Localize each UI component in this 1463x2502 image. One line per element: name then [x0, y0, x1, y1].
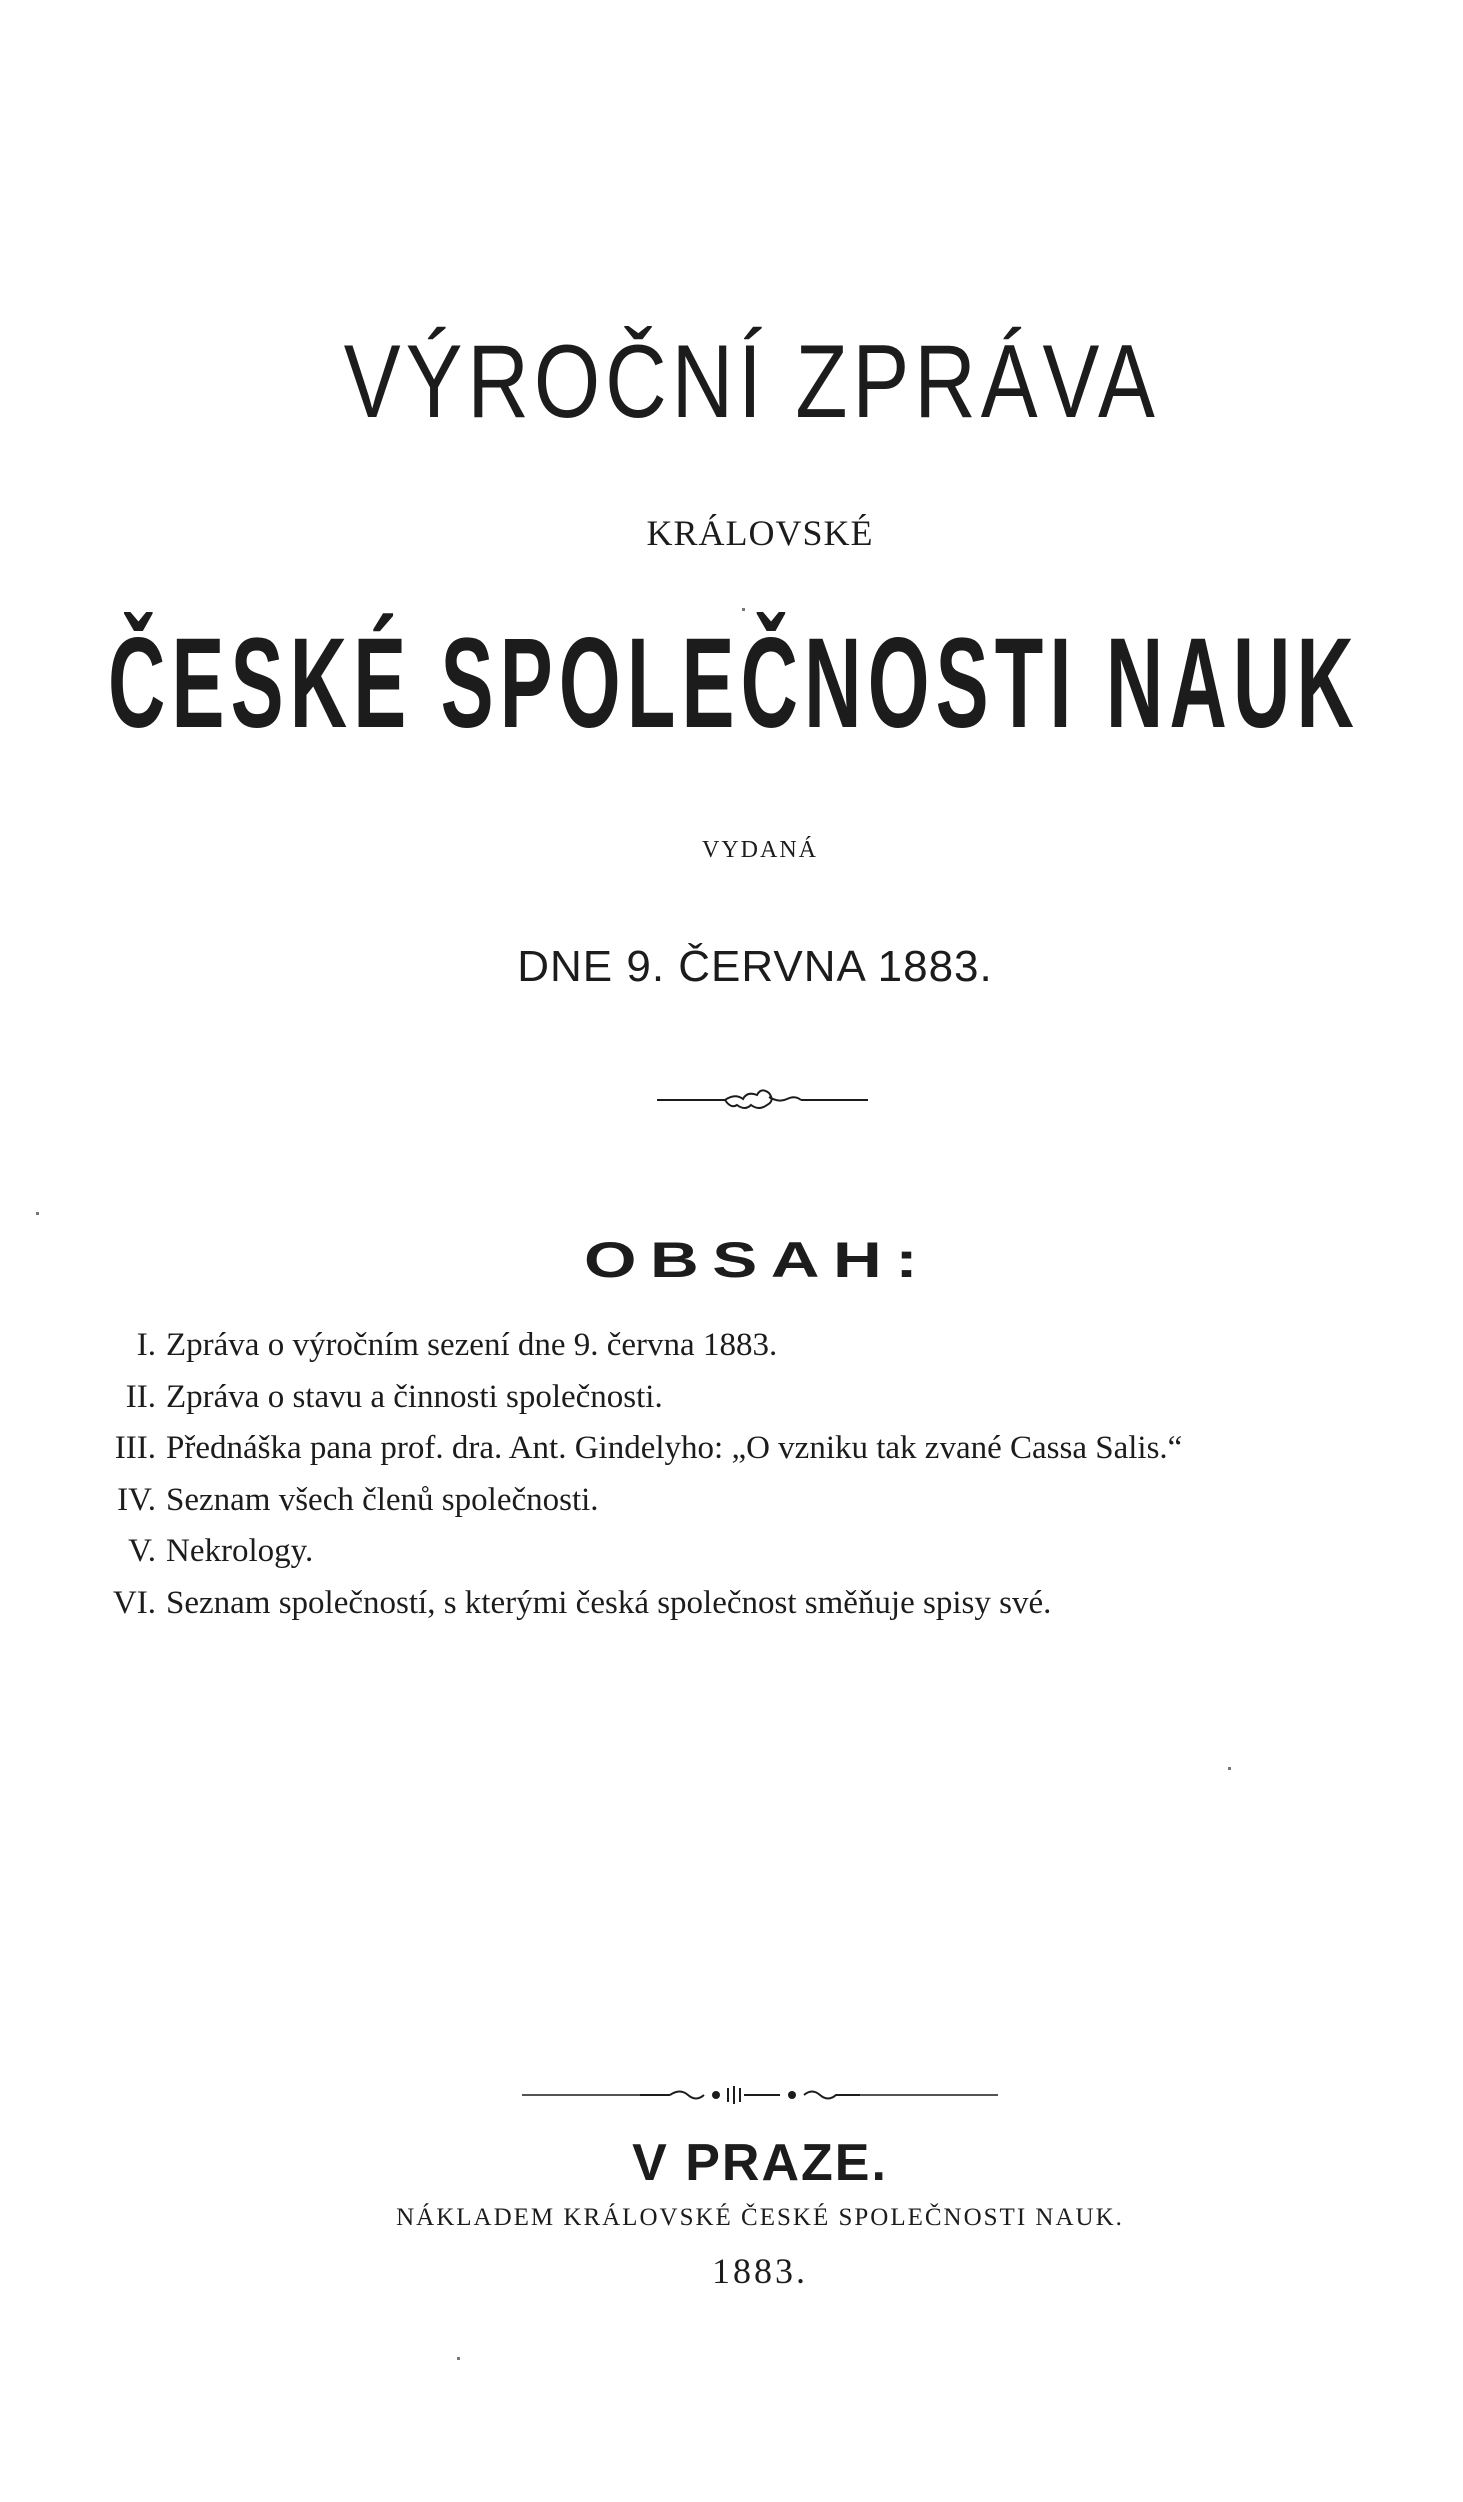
imprint-publisher: NÁKLADEM KRÁLOVSKÉ ČESKÉ SPOLEČNOSTI NAUK. — [396, 2204, 1124, 2231]
list-item-text: Přednáška pana prof. dra. Ant. Gindelyho: „O vzniku tak zvané Cassa Salis.“ — [166, 1430, 1183, 1467]
paper-speck — [36, 1212, 39, 1215]
paper-speck — [742, 608, 745, 611]
list-item-text: Nekrology. — [166, 1533, 314, 1570]
scroll-flourish-icon — [655, 1085, 870, 1115]
list-item-number: V. — [128, 1533, 156, 1570]
list-item — [108, 1526, 1448, 1578]
contents-heading: OBSAH: — [584, 1232, 932, 1288]
paper-speck — [1228, 1767, 1231, 1770]
list-item — [108, 1423, 1448, 1475]
list-item — [108, 1372, 1448, 1424]
list-item-text: Seznam všech členů společnosti. — [166, 1481, 599, 1518]
imprint-year: 1883. — [712, 2251, 808, 2291]
list-item-number: I. — [136, 1327, 156, 1363]
list-item-number: IV. — [117, 1481, 156, 1518]
list-item-number: VI. — [112, 1584, 156, 1621]
royal-label: KRÁLOVSKÉ — [646, 513, 874, 553]
issue-date: DNE 9. ČERVNA 1883. — [517, 942, 993, 991]
list-item — [108, 1578, 1448, 1630]
imprint-city: V PRAZE. — [632, 2134, 888, 2192]
issued-label: VYDANÁ — [702, 837, 818, 863]
list-item — [108, 1475, 1448, 1527]
list-item-text: Zpráva o stavu a činnosti společnosti. — [166, 1378, 663, 1415]
dotted-rule-flourish-icon — [520, 2080, 1000, 2110]
contents-list — [108, 1320, 1448, 1630]
paper-speck — [457, 2357, 460, 2360]
list-item-number: III. — [114, 1430, 156, 1467]
list-item-text: Zpráva o výročním sezení dne 9. června 1883. — [166, 1327, 778, 1363]
main-title: VÝROČNÍ ZPRÁVA — [343, 324, 1160, 440]
society-name: ČESKÉ SPOLEČNOSTI NAUK — [108, 612, 1360, 755]
list-item — [108, 1320, 1448, 1372]
list-item-text: Seznam společností, s kterými česká společnost směňuje spisy své. — [166, 1584, 1052, 1621]
list-item-number: II. — [125, 1378, 156, 1415]
